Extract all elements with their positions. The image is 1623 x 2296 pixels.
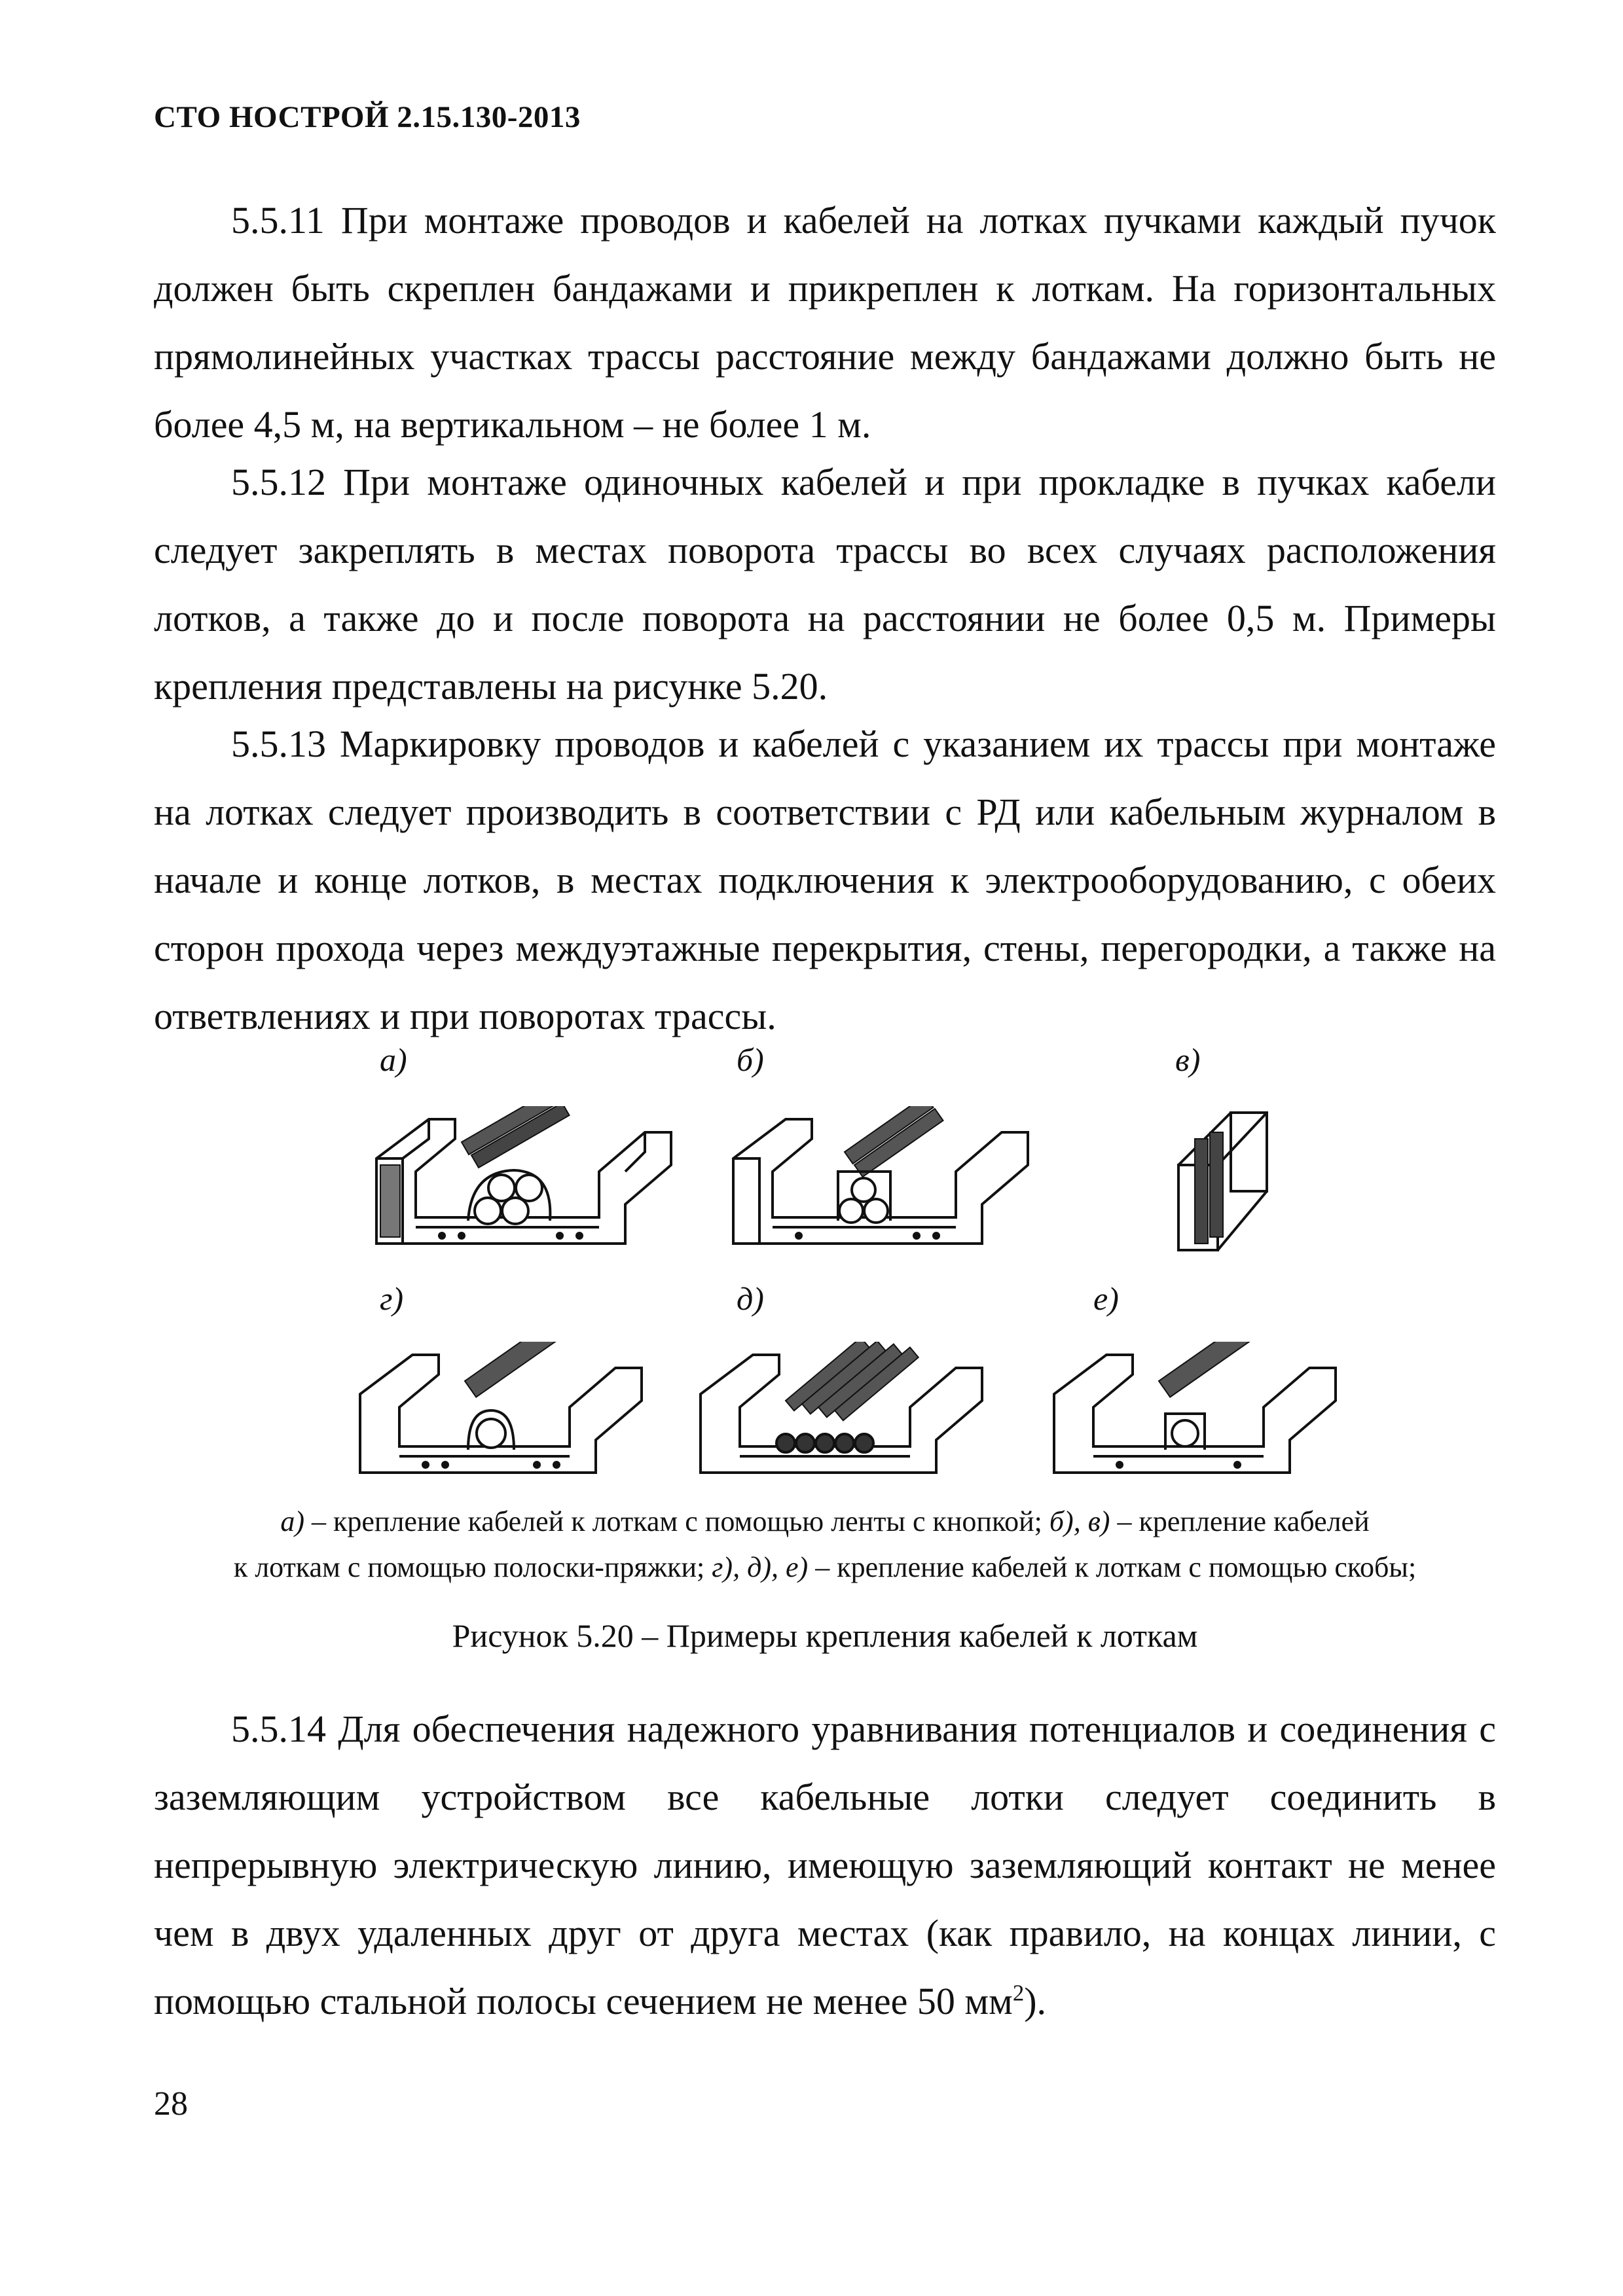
caption-text-bv: – крепление кабелей xyxy=(1110,1505,1370,1537)
document-header: СТО НОСТРОЙ 2.15.130-2013 xyxy=(154,100,581,134)
figure-label-g: г) xyxy=(380,1280,404,1317)
tray-illustration-v xyxy=(1165,1100,1296,1263)
paragraph-5-5-11: 5.5.11 При монтаже проводов и кабелей на лотках пучками каждый пучок должен быть скреплен бандажами и прикреплен к лоткам. На горизонтальных прямолинейных участках трассы расстояние между бандажами должно быть не более 4,5 м, на вертикальном – не более 1 м. xyxy=(154,199,1496,446)
paragraph-5-5-14 xyxy=(154,1695,1496,2036)
page-number: 28 xyxy=(154,2085,188,2123)
caption-label-a: а) xyxy=(280,1505,305,1537)
tray-illustration-e xyxy=(1041,1342,1355,1486)
paragraph-5-5-14-text: 5.5.14 Для обеспечения надежного уравнивания потенциалов и соединения с заземляющим устройством все кабельные лотки следует соединить в непрерывную электрическую линию, имеющую заземляющий контакт не менее чем в двух удаленных друг от друга местах (как правило, на концах линии, с помощью стальной полосы сечением не менее 50 мм xyxy=(154,1708,1496,2022)
paragraph-5-5-12: 5.5.12 При монтаже одиночных кабелей и при прокладке в пучках кабели следует закреплять в местах поворота трассы во всех случаях расположения лотков, а также до и после поворота на расстоянии не более 0,5 м. Примеры крепления представлены на рисунке 5.20. xyxy=(154,461,1496,708)
tray-illustration-a xyxy=(363,1106,691,1257)
tray-illustration-g xyxy=(347,1342,661,1486)
caption-label-gde: г), д), е) xyxy=(712,1551,809,1583)
figure-caption-line-1 xyxy=(154,1499,1496,1545)
caption-text-a: – крепление кабелей к лоткам с помощью ленты с кнопкой; xyxy=(304,1505,1049,1537)
paragraph-5-5-14-tail: ). xyxy=(1024,1980,1047,2022)
figure-caption-line-2 xyxy=(154,1545,1496,1590)
superscript-2: 2 xyxy=(1012,1980,1025,2006)
caption-label-bv: б), в) xyxy=(1049,1505,1110,1537)
caption-text-gde: – крепление кабелей к лоткам с помощью скобы; xyxy=(808,1551,1417,1583)
figure-label-b: б) xyxy=(737,1041,764,1078)
figure-label-d: д) xyxy=(737,1280,764,1317)
tray-illustration-b xyxy=(720,1106,1048,1257)
tray-illustration-d xyxy=(687,1342,1002,1486)
figure-label-e: е) xyxy=(1093,1280,1119,1317)
figure-label-v: в) xyxy=(1175,1041,1201,1078)
figure-title: Рисунок 5.20 – Примеры крепления кабелей к лоткам xyxy=(452,1617,1198,1654)
caption-text-pre: к лоткам с помощью полоски-пряжки; xyxy=(233,1551,712,1583)
paragraph-5-5-13: 5.5.13 Маркировку проводов и кабелей с указанием их трассы при монтаже на лотках следует производить в соответствии с РД или кабельным журналом в начале и конце лотков, в местах подключения к электрооборудованию, с обеих сторон прохода через междуэтажные перекрытия, стены, перегородки, а также на ответвлениях и при поворотах трассы. xyxy=(154,723,1496,1037)
figure-label-a: а) xyxy=(380,1041,407,1078)
